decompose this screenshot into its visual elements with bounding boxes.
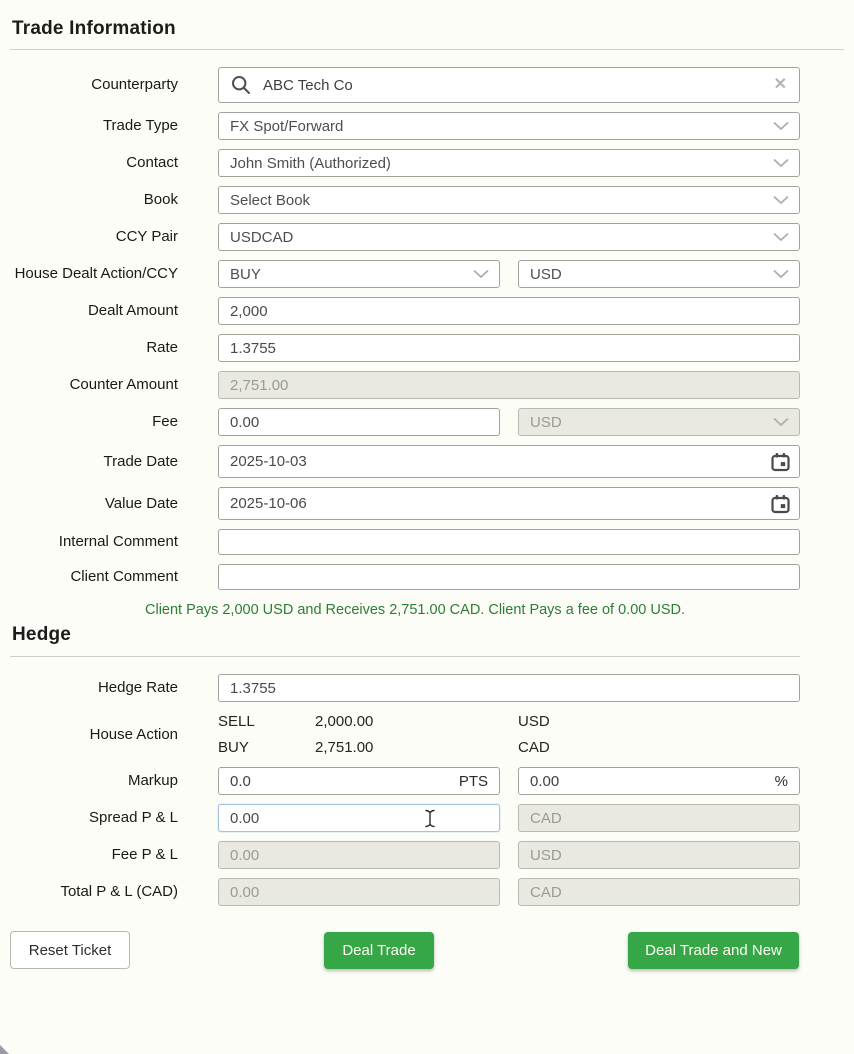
resize-grip (0, 1045, 9, 1054)
book-value: Select Book (230, 191, 311, 209)
clear-icon[interactable]: ✕ (773, 76, 787, 93)
spread-pl-label: Spread P & L (89, 809, 178, 827)
house-action-sell-row (218, 713, 800, 730)
trade-type-value: FX Spot/Forward (230, 117, 344, 135)
section-divider (10, 49, 844, 50)
reset-ticket-button[interactable]: Reset Ticket (10, 931, 130, 969)
total-pl-input (218, 878, 500, 906)
contact-select[interactable] (218, 149, 800, 177)
house-action-buy-side: BUY (218, 739, 249, 756)
client-comment-row (10, 564, 844, 590)
markup-pts-value: 0.0 (230, 772, 251, 790)
fee-pl-label: Fee P & L (111, 846, 178, 864)
calendar-icon[interactable] (771, 452, 790, 471)
ccy-pair-row (10, 223, 844, 251)
ccy-pair-select[interactable] (218, 223, 800, 251)
dealt-action-value: BUY (230, 265, 261, 283)
house-action-buy-row (218, 739, 800, 756)
house-action-sell-side: SELL (218, 713, 255, 730)
dealt-amount-row (10, 297, 844, 325)
value-date-row (10, 487, 844, 520)
house-action-sell-amount: 2,000.00 (315, 713, 374, 730)
deal-trade-and-new-button[interactable]: Deal Trade and New (628, 932, 799, 969)
house-action-label: House Action (89, 725, 178, 743)
markup-pts-unit: PTS (458, 772, 488, 790)
ccy-pair-value: USDCAD (230, 228, 294, 246)
client-comment-label: Client Comment (70, 568, 178, 586)
trade-type-label: Trade Type (102, 117, 178, 135)
rate-label: Rate (146, 339, 178, 357)
total-pl-row (10, 878, 844, 906)
counter-amount-input (218, 371, 800, 399)
hedge-rate-row (10, 674, 844, 702)
hedge-divider (10, 656, 800, 657)
house-action-row (10, 711, 844, 758)
markup-pct-value: 0.00 (530, 772, 560, 790)
house-dealt-label: House Dealt Action/CCY (14, 265, 178, 283)
ccy-pair-label: CCY Pair (115, 228, 178, 246)
fee-label: Fee (152, 413, 178, 431)
trade-date-label: Trade Date (103, 452, 178, 470)
rate-input[interactable] (218, 334, 800, 362)
chevron-down-icon (773, 270, 789, 279)
value-date-field (218, 487, 800, 520)
internal-comment-label: Internal Comment (58, 533, 178, 551)
chevron-down-icon (773, 233, 789, 242)
total-pl-ccy (518, 878, 800, 906)
page-title: Trade Information (12, 18, 176, 39)
dealt-amount-label: Dealt Amount (87, 302, 178, 320)
trade-date-row (10, 445, 844, 478)
search-icon (231, 75, 251, 95)
client-comment-input[interactable] (218, 564, 800, 590)
markup-label: Markup (127, 772, 178, 790)
book-select[interactable] (218, 186, 800, 214)
dealt-ccy-select[interactable] (518, 260, 800, 288)
spread-pl-input[interactable] (218, 804, 500, 832)
markup-pct-unit: % (774, 772, 788, 790)
house-action-sell-ccy: USD (518, 713, 550, 730)
fee-input[interactable] (218, 408, 500, 436)
counterparty-row (10, 67, 844, 103)
fee-pl-input (218, 841, 500, 869)
house-action-buy-amount: 2,751.00 (315, 739, 374, 756)
counterparty-input[interactable] (263, 77, 765, 94)
value-date-input[interactable] (218, 487, 800, 520)
deal-trade-button[interactable]: Deal Trade (324, 932, 434, 969)
chevron-down-icon (773, 196, 789, 205)
trade-date-field (218, 445, 800, 478)
spread-pl-row (10, 804, 844, 832)
trade-date-input[interactable] (218, 445, 800, 478)
book-label: Book (143, 191, 178, 209)
dealt-action-select[interactable] (218, 260, 500, 288)
hedge-rate-input[interactable] (218, 674, 800, 702)
internal-comment-input[interactable] (218, 529, 800, 555)
fee-ccy-value: USD (530, 413, 562, 431)
chevron-down-icon (773, 159, 789, 168)
contact-value: John Smith (Authorized) (230, 154, 391, 172)
contact-label: Contact (126, 154, 178, 172)
fee-pl-ccy (518, 841, 800, 869)
dealt-amount-input[interactable] (218, 297, 800, 325)
fee-pl-row (10, 841, 844, 869)
internal-comment-row (10, 529, 844, 555)
spread-pl-ccy (518, 804, 800, 832)
calendar-icon[interactable] (771, 494, 790, 513)
markup-pct-field[interactable] (518, 767, 800, 795)
counter-amount-label: Counter Amount (69, 376, 178, 394)
fee-ccy-select (518, 408, 800, 436)
value-date-label: Value Date (104, 494, 178, 512)
hedge-rate-label: Hedge Rate (97, 679, 178, 697)
contact-row (10, 149, 844, 177)
dealt-ccy-value: USD (530, 265, 562, 283)
house-dealt-row (10, 260, 844, 288)
markup-pts-field[interactable] (218, 767, 500, 795)
trade-type-row (10, 112, 844, 140)
hedge-title: Hedge (12, 624, 72, 645)
trade-summary-message: Client Pays 2,000 USD and Receives 2,751.00 CAD. Client Pays a fee of 0.00 USD. (145, 602, 686, 618)
fee-row (10, 408, 844, 436)
chevron-down-icon (473, 270, 489, 279)
markup-row (10, 767, 844, 795)
chevron-down-icon (773, 122, 789, 131)
counter-amount-row (10, 371, 844, 399)
total-pl-label: Total P & L (CAD) (60, 883, 178, 901)
house-action-buy-ccy: CAD (518, 739, 550, 756)
book-row (10, 186, 844, 214)
counterparty-label: Counterparty (91, 76, 178, 94)
trade-type-select[interactable] (218, 112, 800, 140)
chevron-down-icon (773, 418, 789, 427)
rate-row (10, 334, 844, 362)
action-buttons-row (10, 931, 844, 991)
counterparty-search-field[interactable] (218, 67, 800, 103)
